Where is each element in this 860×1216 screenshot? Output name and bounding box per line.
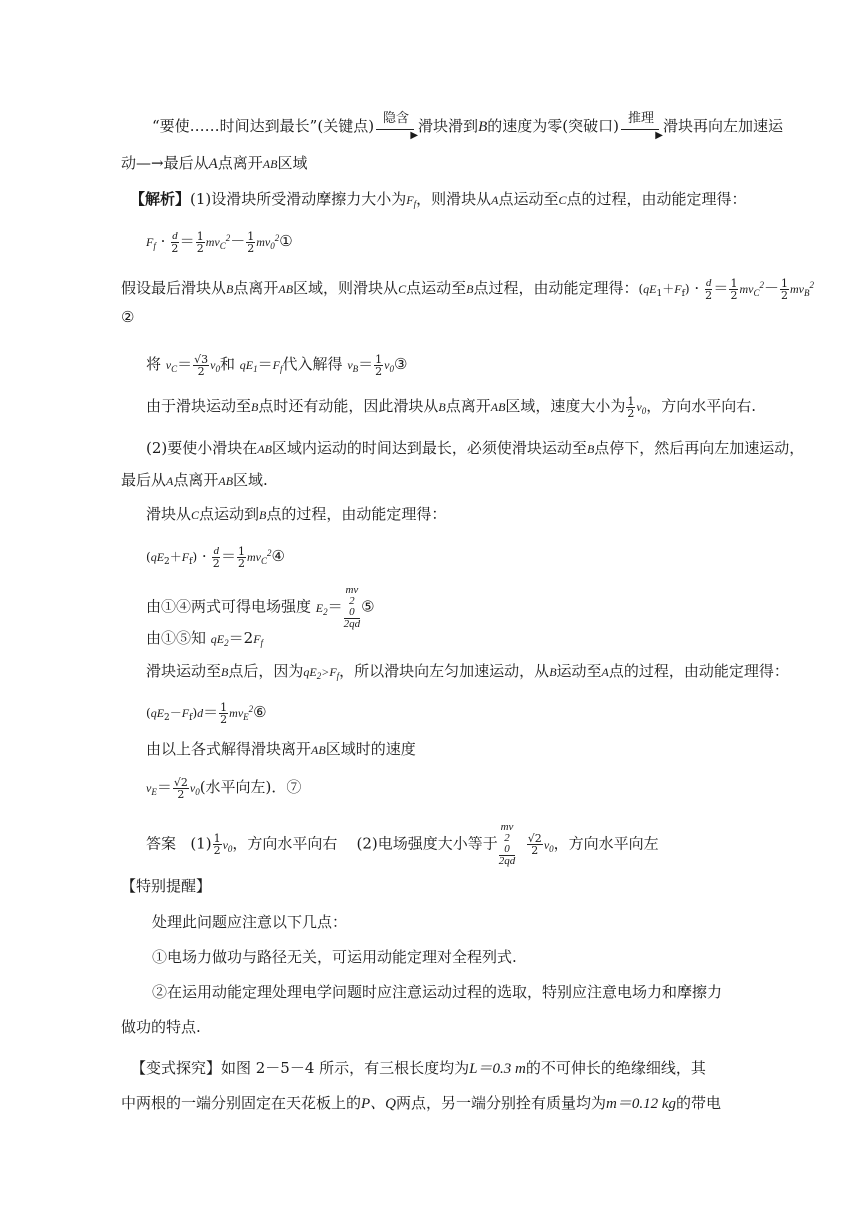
answer-line: 答案 (1) $\frac{1}{2}$ $v_0$，方向水平向右 (2)电场强度大小等于 mv 2 0 2qd $\frac{√2}{2}$ $v_0$，方向水平向左 (146, 821, 659, 867)
equation-7: $v_E=$ $\frac{√2}{2}$ $v_0$(水平向左)．⑦ (146, 775, 302, 801)
analysis-line-11: 由以上各式解得滑块离开AB区域时的速度 (146, 740, 416, 758)
analysis-heading: 【解析】 (130, 190, 191, 208)
analysis-line-4: 由于滑块运动至B点时还有动能，因此滑块从B点离开AB区域，速度大小为 $\frac{1}{2}$ $v_0$，方向水平向右. (146, 394, 757, 420)
reminder-intro: 处理此问题应注意以下几点： (152, 913, 348, 931)
equation-1: $F_f$ · $\frac{d}{2}$ ＝ $\frac{1}{2}$ $mv_C^2-$ $\frac{1}{2}$ $mv_0^2①$ (146, 229, 293, 255)
intro-line-2: 动—→最后从A点离开AB区域 (121, 154, 308, 172)
answer-label: 答案 (146, 834, 177, 853)
analysis-line-7: 滑块从C点运动到B点的过程，由动能定理得： (146, 505, 447, 523)
analysis-line-2: 假设最后滑块从B点离开AB区域，则滑块从C点运动至B点过程，由动能定理得：$(qE_1+F_f)$ · $\frac{d}{2}$ ＝ $\frac{1}{2}$ $mv_C^2-$ $\frac{1}{2}$ $mv_B^2$ (121, 276, 814, 302)
analysis-line-1: 【解析】(1)设滑块所受滑动摩擦力大小为$F_f$，则滑块从A点运动至C点的过程，由动能定理得： (130, 190, 747, 209)
equation-5: 由①④两式可得电场强度 $E_2=$ mv 2 0 2qd ⑤ (146, 584, 375, 630)
analysis-line-3: 将 $v_C=$ $\frac{√3}{2}$ $v_0$和 $qE_1=F_f$代入解得 $v_B=$ $\frac{1}{2}$ $v_0③$ (146, 352, 408, 378)
reminder-item-2: ②在运用动能定理处理电学问题时应注意运动过程的选取，特别应注意电场力和摩擦力 (152, 983, 723, 1001)
implied-arrow: 隐含 ▶ (374, 115, 418, 139)
analysis-line-10: 滑块运动至B点后，因为$qE_2>F_f$，所以滑块向左匀加速运动，从B运动至A点的过程，由动能定理得： (146, 662, 789, 681)
variant-line-1: 【变式探究】如图 2－5－4 所示，有三根长度均为L＝0.3 m的不可伸长的绝缘细线，其 (131, 1059, 706, 1077)
intro-line-1: “要使……时间达到最长”(关键点) 隐含 ▶ 滑块滑到B的速度为零(突破口) 推理 ▶ 滑块再向左加速运 (152, 111, 783, 141)
circled-2: ② (121, 308, 135, 326)
key-quote: “要使……时间达到最长”(关键点) (152, 117, 375, 135)
analysis-line-5: (2)要使小滑块在AB区域内运动的时间达到最长，必须使滑块运动至B点停下，然后再向左加速运动， (146, 439, 805, 457)
equation-4: $(qE_2+F_f)$ · $\frac{d}{2}$ ＝ $\frac{1}{2}$ $mv_C^2④$ (146, 544, 285, 570)
reminder-item-2-cont: 做功的特点. (121, 1018, 201, 1036)
analysis-line-9: 由①⑤知 $qE_2=2F_f$ (146, 629, 264, 648)
reasoning-arrow: 推理 ▶ (619, 115, 663, 139)
equation-6: $(qE_2-F_f)d=$ $\frac{1}{2}$ $mv_E^2⑥$ (146, 700, 267, 726)
analysis-line-6: 最后从A点离开AB区域. (121, 471, 268, 489)
variant-line-2: 中两根的一端分别固定在天花板上的P、Q两点，另一端分别拴有质量均为m＝0.12 kg的带电 (121, 1094, 722, 1112)
reminder-item-1: ①电场力做功与路径无关，可运用动能定理对全程列式. (152, 948, 517, 966)
reminder-heading: 【特别提醒】 (121, 877, 212, 895)
